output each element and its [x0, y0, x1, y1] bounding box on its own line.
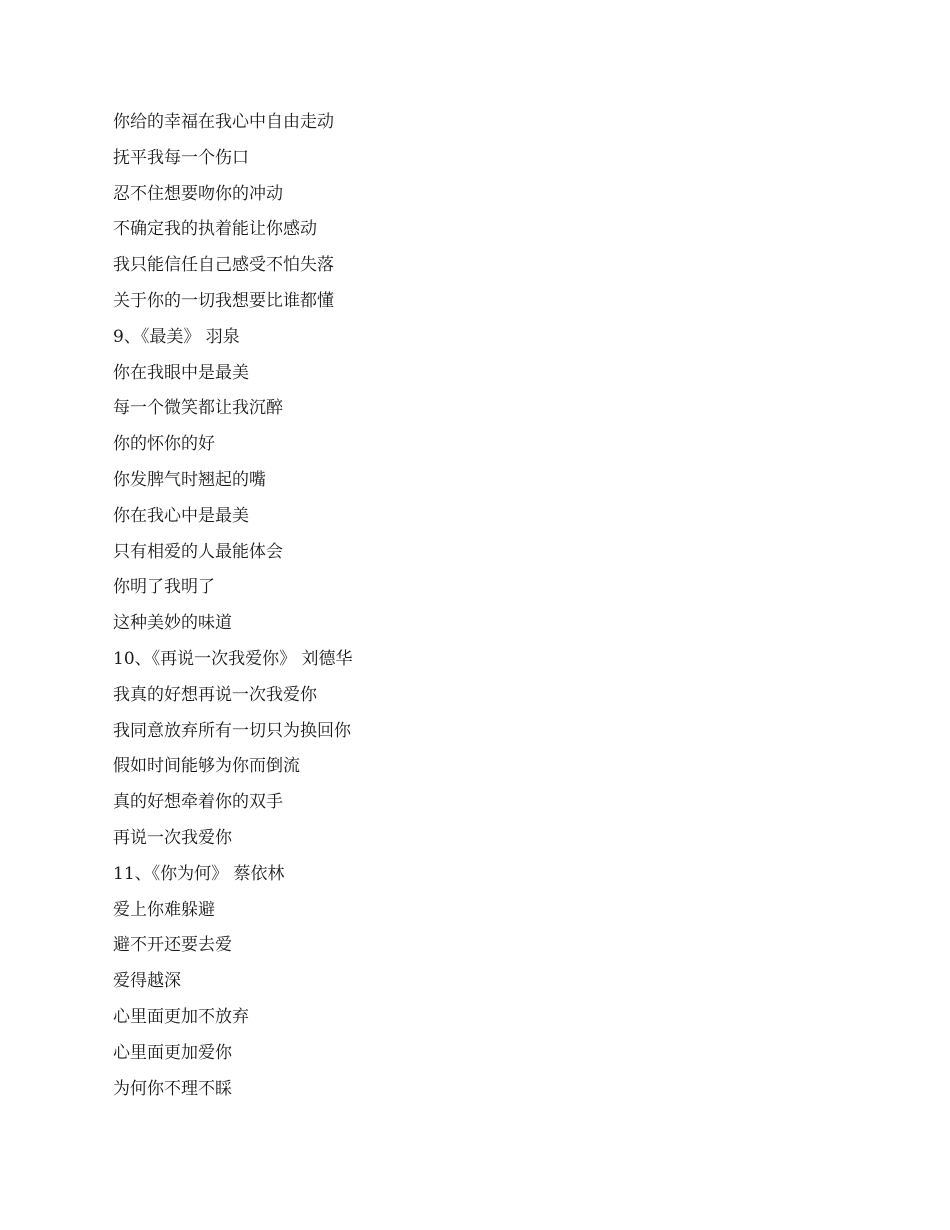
text-line: 关于你的一切我想要比谁都懂: [113, 290, 334, 311]
text-line: 每一个微笑都让我沉醉: [113, 398, 283, 419]
text-line: 避不开还要去爱: [113, 935, 232, 956]
text-line: 你发脾气时翘起的嘴: [113, 469, 266, 490]
text-line: 爱得越深: [113, 971, 181, 992]
text-line: 爱上你难躲避: [113, 899, 215, 920]
text-line: 你的怀你的好: [113, 434, 215, 455]
text-line: 抚平我每一个伤口: [113, 147, 249, 168]
text-line: 这种美妙的味道: [113, 613, 232, 634]
text-line: 再说一次我爱你: [113, 827, 232, 848]
song-heading: 9、《最美》 羽泉: [113, 326, 240, 347]
text-line: 你给的幸福在我心中自由走动: [113, 112, 334, 132]
text-line: 真的好想牵着你的双手: [113, 792, 283, 813]
song-heading: 11、《你为何》 蔡依林: [113, 863, 285, 884]
text-line: 心里面更加爱你: [113, 1042, 232, 1063]
text-line: 我同意放弃所有一切只为换回你: [113, 720, 351, 741]
text-line: 你在我眼中是最美: [113, 362, 249, 383]
text-line: 你明了我明了: [113, 577, 215, 598]
text-line: 我真的好想再说一次我爱你: [113, 684, 317, 705]
text-line: 心里面更加不放弃: [113, 1006, 249, 1027]
lyrics-text-column: [113, 105, 813, 1107]
text-line: 我只能信任自己感受不怕失落: [113, 255, 334, 276]
text-line: 忍不住想要吻你的冲动: [113, 183, 283, 204]
text-line: 只有相爱的人最能体会: [113, 541, 283, 562]
text-line: 你在我心中是最美: [113, 505, 249, 526]
text-line: 假如时间能够为你而倒流: [113, 756, 300, 777]
song-heading: 10、《再说一次我爱你》 刘德华: [113, 648, 353, 669]
text-line: 为何你不理不睬: [113, 1078, 232, 1099]
text-line: 不确定我的执着能让你感动: [113, 219, 317, 240]
